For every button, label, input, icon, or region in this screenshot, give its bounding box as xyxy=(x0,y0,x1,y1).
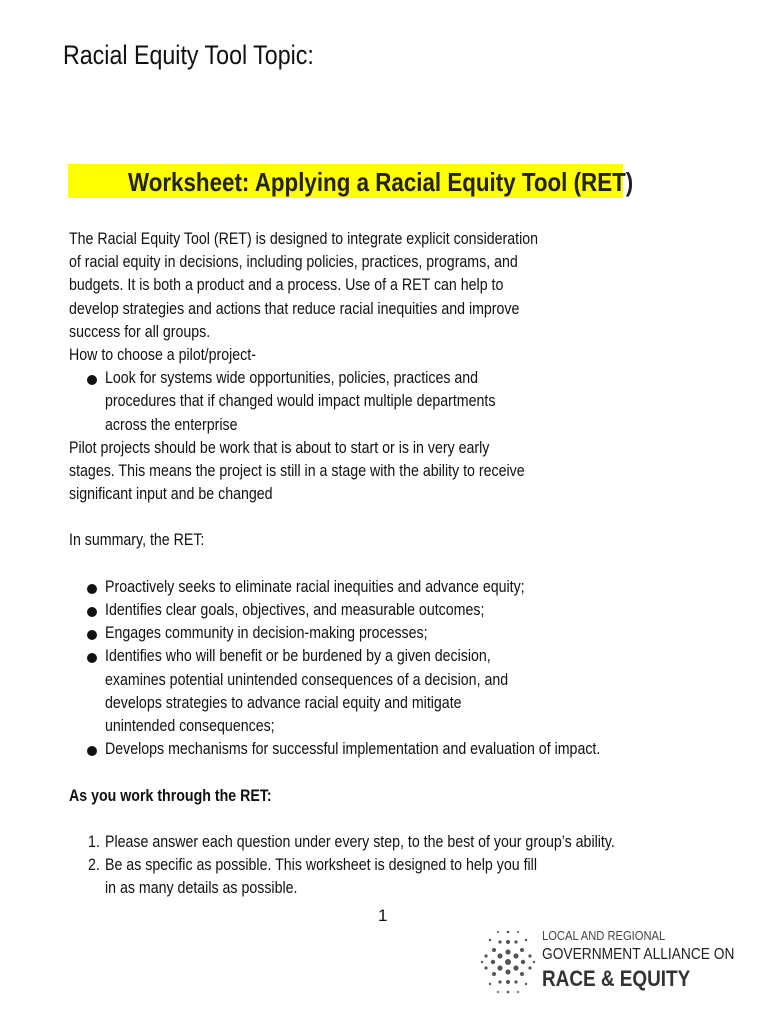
bullet-line: Look for systems wide opportunities, policies, practices and xyxy=(105,369,479,388)
intro-line: The Racial Equity Tool (RET) is designed to integrate explicit consideration xyxy=(69,230,539,248)
summary-heading: In summary, the RET: xyxy=(69,531,205,550)
item-line: Please answer each question under every step, to the best of your group’s ability. xyxy=(105,832,615,851)
logo-line-1: LOCAL AND REGIONAL xyxy=(542,928,666,943)
bullet-line: Proactively seeks to eliminate racial inequities and advance equity; xyxy=(105,577,525,596)
topic-heading: Racial Equity Tool Topic: xyxy=(63,40,314,70)
pilot-bullet xyxy=(69,367,629,437)
page-number: 1 xyxy=(378,906,388,925)
logo-line-2: GOVERNMENT ALLIANCE ON xyxy=(542,946,735,963)
bullet-line: across the enterprise xyxy=(105,415,238,434)
worksheet-title: Worksheet: Applying a Racial Equity Tool (RET) xyxy=(128,167,634,197)
work-item xyxy=(69,854,629,900)
pilot-heading: How to choose a pilot/project- xyxy=(69,345,256,364)
intro-line: of racial equity in decisions, including policies, practices, programs, and xyxy=(69,253,518,272)
note-line: significant input and be changed xyxy=(69,485,273,504)
summary-bullet xyxy=(69,599,629,622)
summary-list xyxy=(69,576,629,762)
intro-line: develop strategies and actions that reduce racial inequities and improve xyxy=(69,299,520,318)
work-item xyxy=(69,831,629,854)
bullet-line: develops strategies to advance racial equity and mitigate xyxy=(105,693,462,712)
item-line: Be as specific as possible. This worksheet is designed to help you fill xyxy=(105,856,537,875)
worksheet-body xyxy=(69,228,629,900)
worksheet-banner xyxy=(68,164,634,198)
summary-bullet xyxy=(69,622,629,645)
note-line: Pilot projects should be work that is about to start or is in very early xyxy=(69,438,490,457)
bullet-line: Develops mechanisms for successful implementation and evaluation of impact. xyxy=(105,740,601,759)
bullet-line: Engages community in decision-making processes; xyxy=(105,624,428,643)
item-line: in as many details as possible. xyxy=(105,879,298,898)
item-number: 1. xyxy=(88,832,100,851)
bullet-icon xyxy=(87,584,97,594)
bullet-icon xyxy=(87,375,97,385)
work-heading: As you work through the RET: xyxy=(69,786,272,805)
bullet-line: Identifies clear goals, objectives, and measurable outcomes; xyxy=(105,601,485,619)
intro-line: success for all groups. xyxy=(69,322,211,341)
dot-burst-icon xyxy=(478,922,538,1002)
summary-bullet xyxy=(69,738,629,761)
note-line: stages. This means the project is still in a stage with the ability to receive xyxy=(69,461,525,480)
bullet-icon xyxy=(87,746,97,756)
bullet-icon xyxy=(87,630,97,640)
item-number: 2. xyxy=(88,856,100,875)
summary-bullet xyxy=(69,645,629,738)
gare-logo xyxy=(478,922,735,1002)
logo-line-3: RACE & EQUITY xyxy=(542,966,691,991)
bullet-icon xyxy=(87,653,97,663)
bullet-line: examines potential unintended consequences of a decision, and xyxy=(105,670,509,689)
work-list xyxy=(69,831,629,901)
summary-bullet xyxy=(69,576,629,599)
bullet-line: Identifies who will benefit or be burdened by a given decision, xyxy=(105,647,491,666)
bullet-icon xyxy=(87,607,97,617)
bullet-line: unintended consequences; xyxy=(105,716,275,735)
intro-paragraph xyxy=(69,228,629,344)
pilot-note xyxy=(69,437,629,507)
bullet-line: procedures that if changed would impact multiple departments xyxy=(105,392,496,411)
intro-line: budgets. It is both a product and a process. Use of a RET can help to xyxy=(69,276,504,295)
